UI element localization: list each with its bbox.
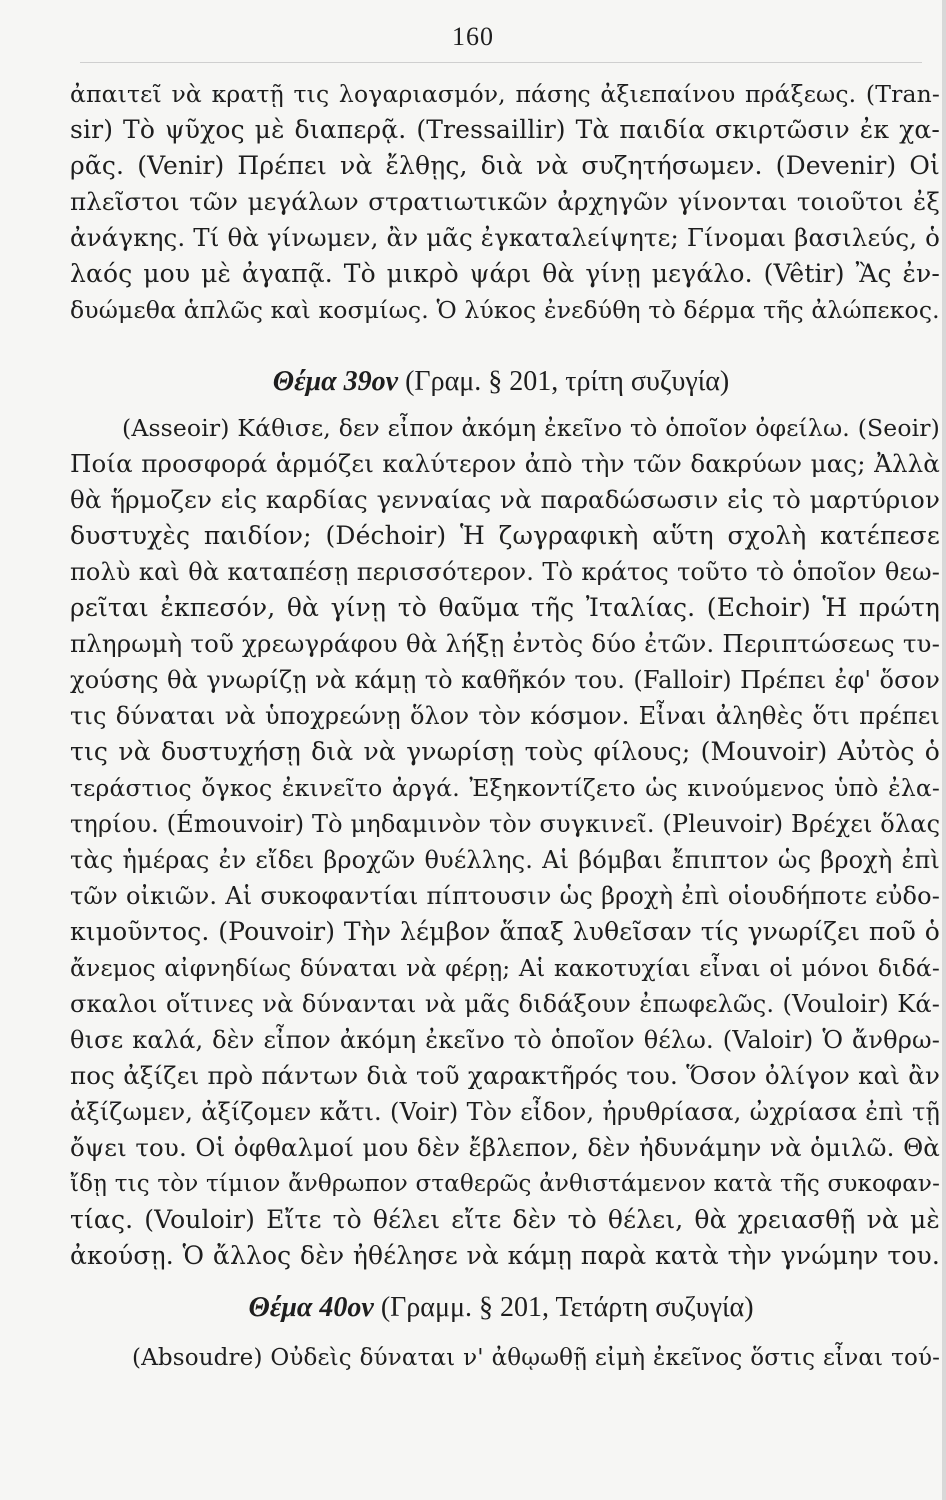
text-line: πληρωμὴ τοῦ χρεωγράφου θὰ λήξῃ ἐντὸς δύο ἐτῶν. Περιπτώσεως τυ-	[70, 629, 940, 658]
text-line: δυστυχὲς παιδίον; (Déchoir) Ἡ ζωγραφικὴ αὕτη σχολὴ κατέπεσε	[70, 521, 940, 550]
text-line: ἀνάγκης. Τί θὰ γίνωμεν, ἂν μᾶς ἐγκαταλείψητε; Γίνομαι βασιλεύς, ὁ	[70, 223, 940, 252]
text-line: (Absoudre) Οὐδεὶς δύναται ν' ἀθῳωθῇ εἰμὴ ἐκεῖνος ὅστις εἶναι τού-	[132, 1345, 940, 1371]
text-line: θὰ ἥρμοζεν εἰς καρδίας γενναίας νὰ παραδώσωσιν εἰς τὸ μαρτύριον	[70, 485, 940, 514]
text-line: τηρίου. (Émouvoir) Τὸ μηδαμινὸν τὸν συγκινεῖ. (Pleuvoir) Βρέχει ὅλας	[70, 810, 941, 838]
text-line: δυώμεθα ἁπλῶς καὶ κοσμίως. Ὁ λύκος ἐνεδύθη τὸ δέρμα τῆς ἀλώπεκος.	[70, 296, 940, 324]
text-line: τὰς ἡμέρας ἐν εἴδει βροχῶν θυέλλης. Αἱ βόμβαι ἔπιπτον ὡς βροχὴ ἐπὶ	[70, 846, 940, 874]
text-line: πλεῖστοι τῶν μεγάλων στρατιωτικῶν ἀρχηγῶν γίνονται τοιοῦτοι ἐξ	[70, 187, 940, 216]
text-line: ἀπαιτεῖ νὰ κρατῇ τις λογαριασμόν, πάσης ἀξιεπαίνου πράξεως. (Tran-	[70, 80, 940, 108]
text-line: τις δύναται νὰ ὑποχρεώνῃ ὅλον τὸν κόσμον. Εἶναι ἀληθὲς ὅτι πρέπει	[70, 702, 940, 730]
paragraph-1	[70, 76, 940, 328]
text-line: τῶν οἰκιῶν. Αἱ συκοφαντίαι πίπτουσιν ὡς βροχὴ ἐπὶ οἱουδήποτε εὐδο-	[70, 882, 940, 910]
text-line: ὄψει του. Οἱ ὀφθαλμοί μου δὲν ἔβλεπον, δὲν ἠδυνάμην νὰ ὁμιλῶ. Θὰ	[70, 1133, 940, 1162]
text-line: sir) Τὸ ψῦχος μὲ διαπερᾷ. (Tressaillir) Τὰ παιδία σκιρτῶσιν ἐκ χα-	[70, 115, 940, 144]
text-line: τις νὰ δυστυχήσῃ διὰ νὰ γνωρίσῃ τοὺς φίλους; (Mouvoir) Αὐτὸς ὁ	[70, 737, 940, 766]
paragraph-3	[70, 1340, 940, 1376]
text-line: τεράστιος ὄγκος ἐκινεῖτο ἀργά. Ἐξηκοντίζετο ὡς κινούμενος ὑπὸ ἐλα-	[70, 774, 940, 802]
paragraph-2	[70, 410, 940, 1274]
header-rule	[80, 62, 922, 63]
heading-reference: (Γραμμ. § 201, Τετάρτη συζυγία)	[380, 1292, 754, 1323]
page-edge-shadow	[942, 0, 946, 1500]
heading-theme: Θέμα 39ον	[272, 366, 399, 397]
heading-theme: Θέμα 40ον	[248, 1292, 374, 1323]
text-line: Ποία προσφορά ἁρμόζει καλύτερον ἀπὸ τὴν τῶν δακρύων μας; Ἀλλὰ	[70, 449, 940, 478]
text-line: σκαλοι οἵτινες νὰ δύνανται νὰ μᾶς διδάξουν ἐπωφελῶς. (Vouloir) Κά-	[70, 990, 940, 1018]
text-line: λαός μου μὲ ἀγαπᾷ. Τὸ μικρὸ ψάρι θὰ γίνῃ μεγάλο. (Vêtir) Ἂς ἐν-	[70, 259, 940, 288]
section-heading-40	[28, 1288, 946, 1328]
text-line: τίας. (Vouloir) Εἴτε τὸ θέλει εἴτε δὲν τὸ θέλει, θὰ χρειασθῇ νὰ μὲ	[70, 1205, 940, 1234]
text-line: ρᾶς. (Venir) Πρέπει νὰ ἔλθῃς, διὰ νὰ συζητήσωμεν. (Devenir) Οἱ	[70, 151, 940, 180]
text-line: ἀξίζωμεν, ἀξίζομεν κἄτι. (Voir) Τὸν εἶδον, ἠρυθρίασα, ὠχρίασα ἐπὶ τῇ	[70, 1098, 940, 1126]
text-line: ἄνεμος αἰφνηδίως δύναται νὰ φέρῃ; Αἱ κακοτυχίαι εἶναι οἱ μόνοι διδά-	[70, 954, 940, 982]
text-line: πολὺ καὶ θὰ καταπέσῃ περισσότερον. Τὸ κράτος τοῦτο τὸ ὁποῖον θεω-	[70, 558, 940, 586]
text-line: κιμοῦντος. (Pouvoir) Τὴν λέμβον ἅπαξ λυθεῖσαν τίς γνωρίζει ποῦ ὁ	[70, 917, 940, 946]
text-line: ρεῖται ἐκπεσόν, θὰ γίνῃ τὸ θαῦμα τῆς Ἰταλίας. (Echoir) Ἡ πρώτη	[70, 593, 940, 622]
text-line: ἀκούσῃ. Ὁ ἄλλος δὲν ἠθέλησε νὰ κάμῃ παρὰ κατὰ τὴν γνώμην του.	[70, 1241, 940, 1270]
text-line: χούσης θὰ γνωρίζῃ νὰ κάμῃ τὸ καθῆκόν του. (Falloir) Πρέπει ἐφ' ὅσον	[70, 666, 940, 694]
text-line: πος ἀξίζει πρὸ πάντων διὰ τοῦ χαρακτῆρός του. Ὅσον ὀλίγον καὶ ἂν	[70, 1061, 940, 1090]
heading-reference: (Γραμ. § 201, τρίτη συζυγία)	[405, 366, 730, 397]
text-line: θισε καλά, δὲν εἶπον ἀκόμη ἐκεῖνο τὸ ὁποῖον θέλω. (Valoir) Ὁ ἄνθρω-	[70, 1026, 940, 1054]
page-number: 160	[452, 22, 494, 51]
section-heading-39	[28, 362, 946, 402]
text-line: ἴδῃ τις τὸν τίμιον ἄνθρωπον σταθερῶς ἀνθιστάμενον κατὰ τῆς συκοφαν-	[70, 1171, 940, 1197]
text-line: (Asseoir) Κάθισε, δεν εἶπον ἀκόμη ἐκεῖνο τὸ ὁποῖον ὀφείλω. (Seoir)	[122, 414, 940, 442]
